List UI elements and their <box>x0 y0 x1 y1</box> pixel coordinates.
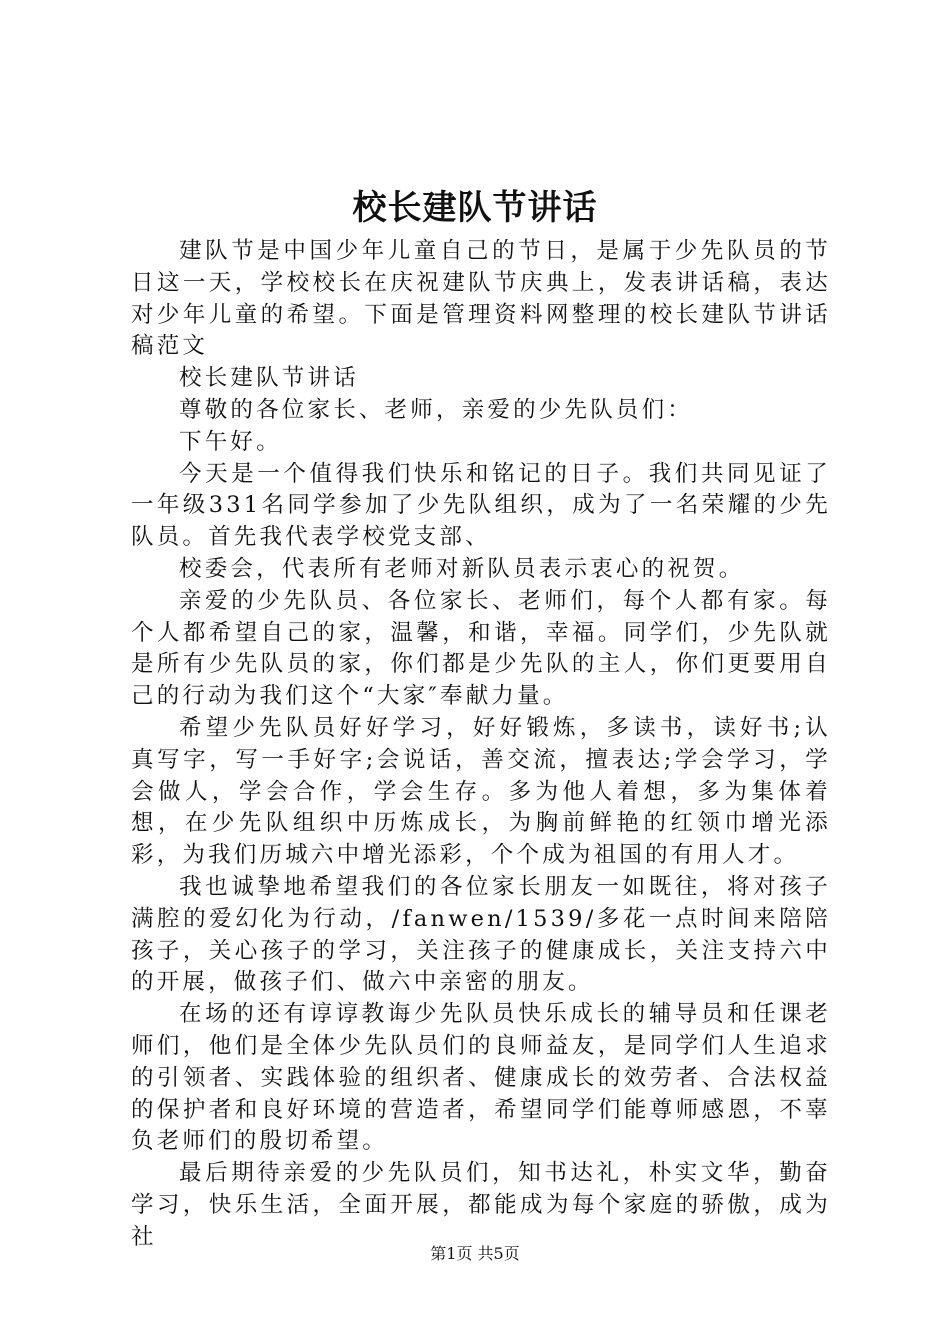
paragraph: 我也诚挚地希望我们的各位家长朋友一如既往，将对孩子满腔的爱幻化为行动，/fanwen/1539/多花一点时间来陪陪孩子，关心孩子的学习，关注孩子的健康成长，关注支持六中的开展，做孩子们、做六中亲密的朋友。 <box>131 873 831 996</box>
paragraph: 希望少先队员好好学习，好好锻炼，多读书，读好书;认真写字，写一手好字;会说话，善交流，擅表达;学会学习，学会做人，学会合作，学会生存。多为他人着想，多为集体着想，在少先队组织中历炼成长，为胸前鲜艳的红领巾增光添彩，为我们历城六中增光添彩，个个成为祖国的有用人才。 <box>131 714 831 869</box>
paragraph: 今天是一个值得我们快乐和铭记的日子。我们共同见证了一年级331名同学参加了少先队组织，成为了一名荣耀的少先队员。首先我代表学校党支部、 <box>131 460 831 551</box>
page-number-footer: 第1页 共5页 <box>430 1244 520 1263</box>
document-body <box>131 236 831 1254</box>
paragraph: 校长建队节讲话 <box>179 365 359 392</box>
paragraph: 在场的还有谆谆教诲少先队员快乐成长的辅导员和任课老师们，他们是全体少先队员们的良师益友，是同学们人生追求的引领者、实践体验的组织者、健康成长的效劳者、合法权益的保护者和良好环境的营造者，希望同学们能尊师感恩，不辜负老师们的殷切希望。 <box>131 1001 831 1155</box>
paragraph: 下午好。 <box>179 428 282 455</box>
paragraph: 尊敬的各位家长、老师，亲爱的少先队员们： <box>179 396 694 423</box>
paragraph: 校委会，代表所有老师对新队员表示衷心的祝贺。 <box>179 555 745 582</box>
paragraph: 亲爱的少先队员、各位家长、老师们，每个人都有家。每个人都希望自己的家，温馨，和谐，幸福。同学们，少先队就是所有少先队员的家，你们都是少先队的主人，你们更要用自己的行动为我们这个“大家″奉献力量。 <box>131 587 831 710</box>
paragraph: 建队节是中国少年儿童自己的节日，是属于少先队员的节日这一天，学校校长在庆祝建队节庆典上，发表讲话稿，表达对少年儿童的希望。下面是管理资料网整理的校长建队节讲话稿范文 <box>131 238 831 360</box>
paragraph: 最后期待亲爱的少先队员们，知书达礼，朴实文华，勤奋学习，快乐生活，全面开展，都能成为每个家庭的骄傲，成为社 <box>131 1160 831 1250</box>
document-title: 校长建队节讲话 <box>352 188 598 228</box>
